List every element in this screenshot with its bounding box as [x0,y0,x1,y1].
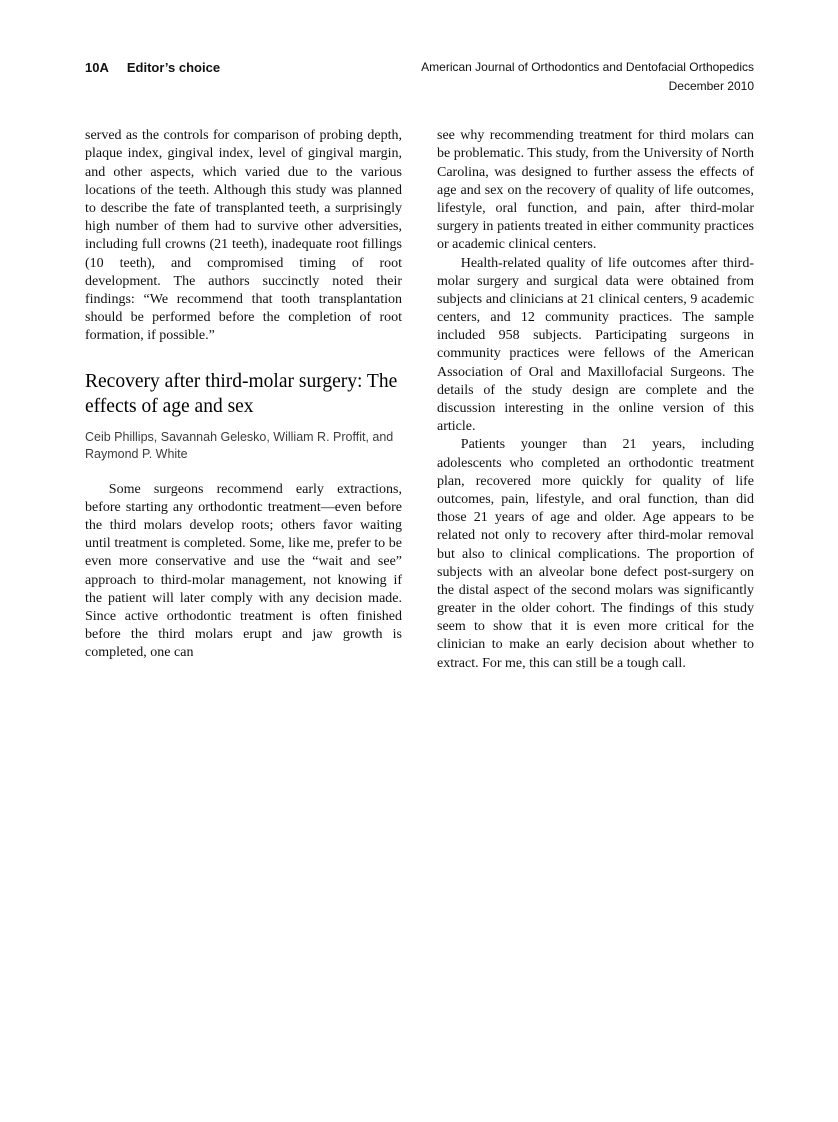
page-header [85,58,754,95]
left-column [85,127,402,673]
body-paragraph-3: Patients younger than 21 years, including adolescents who completed an orthodontic treatment plan, recovered more quickly for quality of life outcomes, pain, lifestyle, and oral function, than did those 21 years of age and older. Age appears to be related not only to recovery after third-molar removal but also to clinical complications. The proportion of subjects with an alveolar bone defect post-surgery on the distal aspect of the second molars was significantly greater in the older cohort. The findings of this study seem to show that it is even more critical for the clinician to make an early decision about whether to extract. For me, this can still be a tough call. [437,437,754,671]
body-paragraph-1: see why recommending treatment for third molars can be problematic. This study, from the University of North Carolina, was designed to further assess the effects of age and sex on the recovery of quality of life outcomes, lifestyle, oral function, and pain, after third-molar surgery in patients treated in either community practices or academic clinical centers. [437,128,754,253]
article-title: Recovery after third-molar surgery: The effects of age and sex [85,371,398,417]
continued-paragraph: served as the controls for comparison of probing depth, plaque index, gingival index, level of gingival margin, and other aspects, which varied due to the various locations of the teeth. Although this study was planned to describe the fate of transplanted teeth, a surprisingly high number of them had to survive other adversities, including full crowns (21 teeth), inadequate root fillings (10 teeth), and compromised timing of root development. The authors succinctly noted their findings: “We recommend that tooth transplantation should be performed before the completion of root formation, if possible.” [85,128,402,344]
journal-name: American Journal of Orthodontics and Dentofacial Orthopedics [421,60,754,74]
authors-line: Ceib Phillips, Savannah Gelesko, William R. Proffit, and Raymond P. White [85,429,394,462]
header-left [85,58,220,75]
two-column-body [85,127,754,673]
issue-date: December 2010 [668,78,754,93]
body-paragraph-2: Health-related quality of life outcomes after third-molar surgery and surgical data were obtained from subjects and clinicians at 21 clinical centers, 9 academic centers, and 12 community practices. The sample included 958 subjects. Participating surgeons in community practices were fellows of the American Association of Oral and Maxillofacial Surgeons. The details of the study design are complete and the discussion interesting in the online version of this article. [437,255,754,435]
intro-paragraph: Some surgeons recommend early extractions, before starting any orthodontic treatment—even before the third molars develop roots; others favor waiting until treatment is completed. Some, like me, prefer to be even more conservative and use the “wait and see” approach to third-molar management, not knowing if the patient will later comply with any decision made. Since active orthodontic treatment is often finished before the third molars erupt and jaw growth is completed, one can [85,481,402,661]
right-column [437,127,754,673]
header-right [421,58,754,95]
page-number: 10A [85,60,109,75]
section-label: Editor’s choice [126,60,221,75]
